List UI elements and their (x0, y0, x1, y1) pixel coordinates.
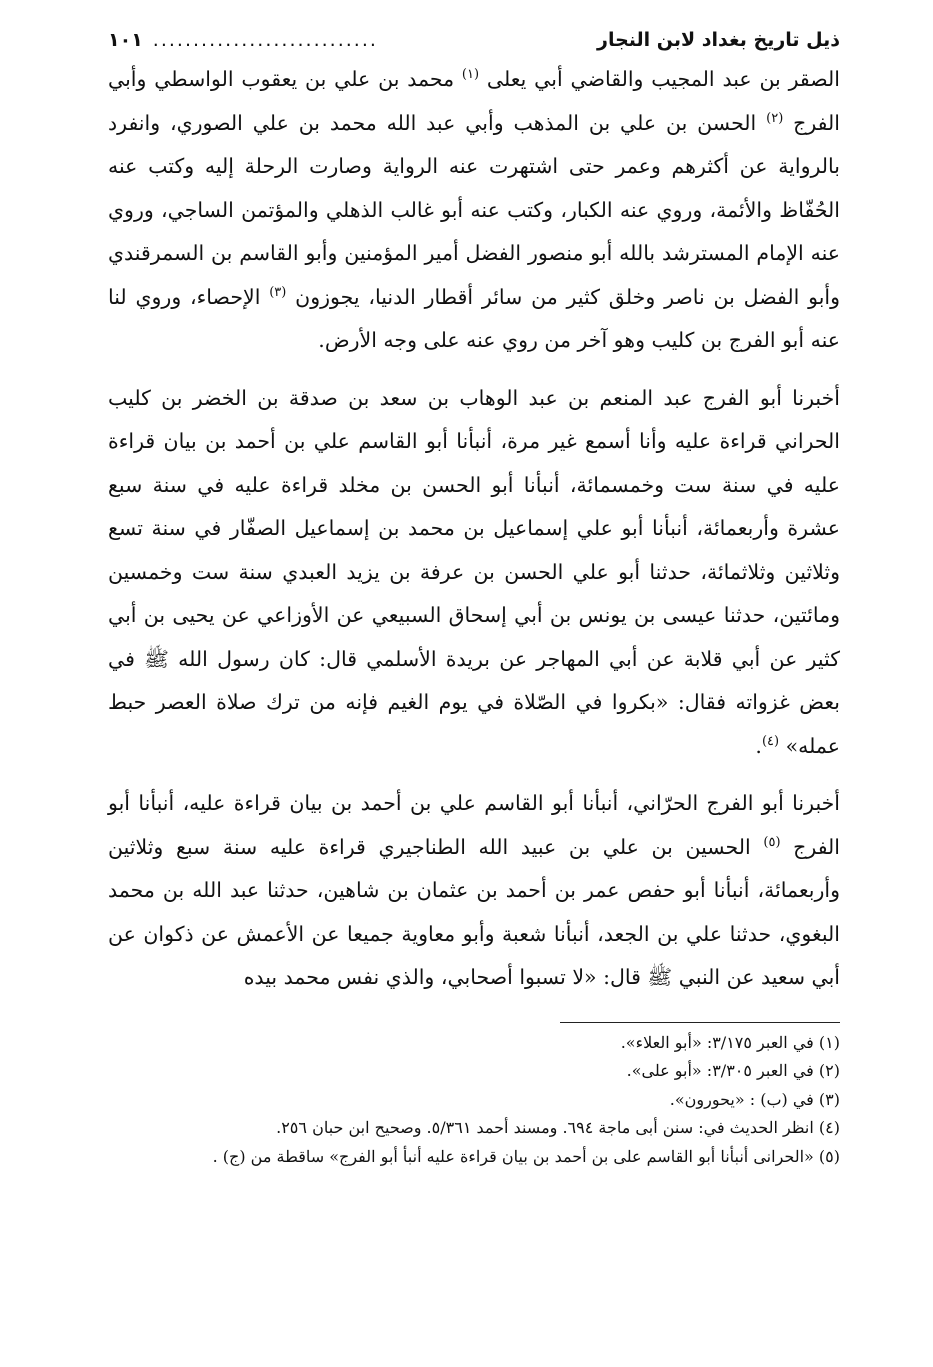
footnote-divider (560, 1022, 840, 1023)
footnote-reference[interactable]: (٥) (763, 834, 781, 850)
footnotes (108, 1029, 840, 1172)
footnote: (١) في العبر ٣/١٧٥: «أبو العلاء». (620, 1032, 840, 1052)
text-run: الحسين بن علي بن عبيد الله الطناجيري قراءة عليه سنة سبع وثلاثين وأربعمائة، أنبأنا أبو حفص عمر بن أحمد بن عثمان بن شاهين، حدثنا عبد الله بن محمد البغوي، حدثنا علي بن الجعد، أنبأنا شعبة وأبو معاوية جميعا عن الأعمش عن ذكوان عن أبي سعيد عن النبي ﷺ قال: «لا تسبوا أصحابي، والذي نفس محمد بيده (108, 834, 840, 989)
text-run: الحسن بن علي بن المذهب وأبي عبد الله محمد بن علي الصوري، وانفرد بالرواية عن أكثرهم وعمر حتى اشتهرت عنه الرواية وصارت الرحلة إليه وكتب عنه الحُفّاظ والأئمة، وروي عنه الكبار، وكتب عنه أبو غالب الذهلي والمؤتمن الساجي، وروي عنه الإمام المسترشد بالله أبو منصور الفضل أمير المؤمنين وأبو القاسم بن السمرقندي وأبو الفضل بن ناصر وخلق كثير من سائر أقطار الدنيا، يجوزون (108, 110, 840, 309)
text-run: محمد بن علي بن يعقوب الواسطي وأبي الفرج (108, 67, 840, 135)
body-text (108, 58, 840, 1000)
footnote-reference[interactable]: (٣) (269, 284, 287, 300)
footnote: (٣) في (ب) : «يحورون». (669, 1089, 840, 1109)
footnote: (٥) «الحرانى أنبأنا أبو القاسم على بن أحمد بن بيان قراءة عليه أنبأ أبو الفرج» ساقطة من (ج) . (212, 1146, 840, 1166)
text-run: الإحصاء، وروي لنا عنه أبو الفرج بن كليب وهو آخر من روي عنه على وجه الأرض. (108, 284, 840, 352)
running-header (108, 22, 840, 58)
text-run: أخبرنا أبو الفرج عبد المنعم بن عبد الوهاب بن سعد بن صدقة بن الخضر بن كليب الحراني قراءة عليه وأنا أسمع غير مرة، أنبأنا أبو القاسم علي بن أحمد بن بيان قراءة عليه في سنة ست وخمسمائة، أنبأنا أبو الحسن بن مخلد قراءة عليه في سنة سبع عشرة وأربعمائة، أنبأنا أبو علي إسماعيل بن محمد بن إسماعيل الصفّار في سنة تسع وثلاثين وثلاثمائة، حدثنا أبو علي الحسن بن عرفة بن يزيد العبدي سنة ست وخمسين ومائتين، حدثنا عيسى بن يونس بن أبي إسحاق السبيعي عن الأوزاعي عن يحيى بن أبي كثير عن أبي قلابة عن أبي المهاجر عن بريدة الأسلمي قال: كان رسول الله ﷺ في بعض غزواته فقال: «بكروا في الصّلاة في يوم الغيم فإنه من ترك صلاة العصر حبط عمله» (108, 385, 840, 758)
footnote-reference[interactable]: (٤) (761, 733, 780, 749)
footnote-reference[interactable]: (١) (461, 67, 480, 83)
book-title: ذيل تاريخ بغداد لابن النجار (597, 29, 840, 51)
text-run: . (755, 733, 762, 758)
text-run: الصقر بن عبد المجيب والقاضي أبي يعلى (479, 67, 840, 91)
footnote: (٢) في العبر ٣/٣٠٥: «أبو على». (626, 1061, 840, 1080)
paragraph (108, 782, 840, 1000)
footnote: (٤) انظر الحديث في: سنن أبى ماجة ٦٩٤. ومسند أحمد ٥/٣٦١. وصحيح ابن حبان ٢٥٦. (276, 1118, 840, 1137)
paragraph (108, 377, 840, 769)
text-run: أخبرنا أبو الفرج الحرّاني، أنبأنا أبو القاسم علي بن أحمد بن بيان قراءة عليه، أنبأنا أبو الفرج (108, 791, 841, 859)
leader-dots: ............................ (152, 29, 378, 51)
book-page (108, 22, 840, 1171)
footnote-reference[interactable]: (٢) (766, 110, 784, 126)
paragraph (108, 58, 840, 363)
page-number: ١٠١ (108, 29, 143, 51)
